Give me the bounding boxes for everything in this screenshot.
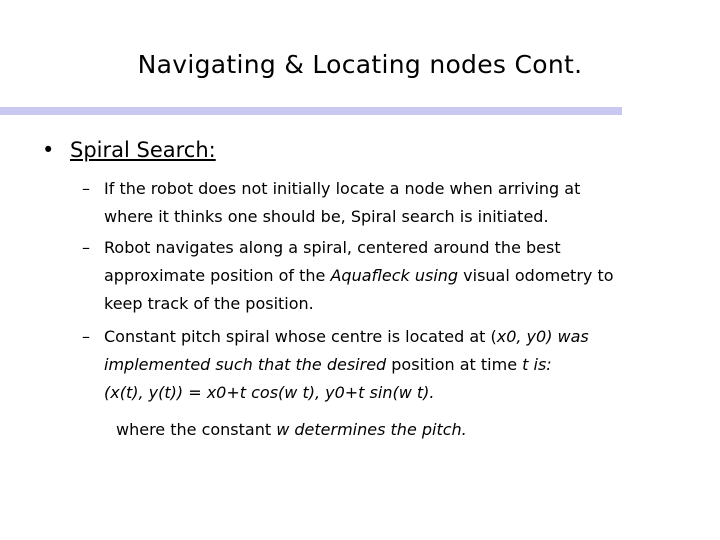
sub-item-3-text-2a: implemented such that the desired — [104, 355, 387, 374]
sub-item-2-line-1 — [82, 234, 692, 262]
sub-item-3-text-1a: Constant pitch spiral whose centre is located at ( — [104, 327, 497, 346]
pitch-note-text-a: where the constant — [116, 420, 277, 439]
dash-icon: – — [82, 327, 90, 346]
bullet-spiral-search — [42, 138, 216, 162]
sub-item-2-text-1: Robot navigates along a spiral, centered around the best — [104, 238, 561, 257]
dash-icon: – — [82, 179, 90, 198]
sub-item-1 — [82, 175, 692, 231]
sub-item-3-text-1b: x0, y0) was — [496, 327, 589, 346]
title-divider — [0, 107, 622, 115]
bullet-dot-icon: • — [42, 138, 55, 162]
sub-item-3 — [82, 323, 692, 407]
sub-item-1-text-1: If the robot does not initially locate a node when arriving at — [104, 179, 581, 198]
sub-item-2-line-2 — [82, 262, 692, 290]
sub-item-3-line-3 — [82, 379, 692, 407]
sub-item-3-formula: (x(t), y(t)) = x0+t cos(w t), y0+t sin(w t). — [104, 383, 435, 402]
dash-icon: – — [82, 238, 90, 257]
bullet-label: Spiral Search: — [70, 138, 216, 162]
sub-item-3-line-2 — [82, 351, 692, 379]
sub-item-3-line-1 — [82, 323, 692, 351]
sub-item-2-text-2a: approximate position of the — [104, 266, 331, 285]
sub-item-3-text-2b: position at time — [386, 355, 523, 374]
sub-item-2-text-2b: Aquafleck using — [330, 266, 459, 285]
sub-item-1-line-1 — [82, 175, 692, 203]
sub-item-1-line-2: where it thinks one should be, Spiral search is initiated. — [104, 207, 549, 226]
sub-item-2 — [82, 234, 692, 318]
pitch-note — [116, 420, 467, 439]
sub-item-3-text-2c: t is: — [522, 355, 552, 374]
sub-item-2-text-2c: visual odometry to — [458, 266, 614, 285]
pitch-note-text-b: w determines the pitch. — [276, 420, 467, 439]
slide-title: Navigating & Locating nodes Cont. — [137, 50, 583, 79]
sub-item-2-line-3: keep track of the position. — [104, 294, 314, 313]
